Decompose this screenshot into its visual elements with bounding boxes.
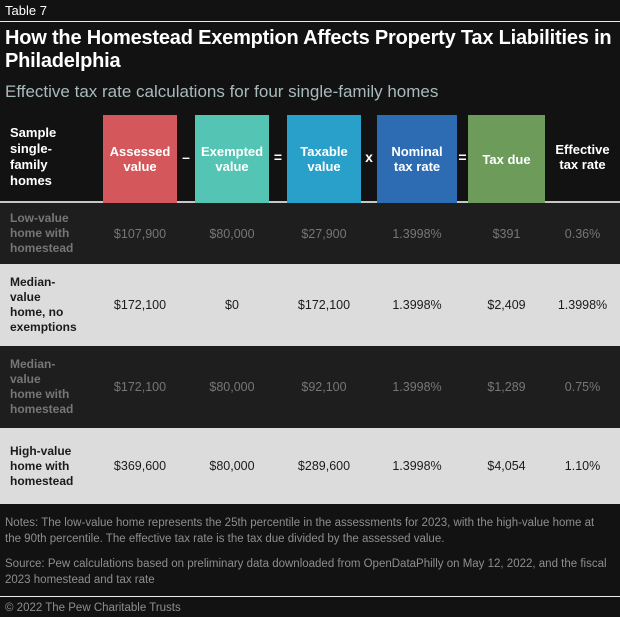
row-label: Median-value home, no exemptions bbox=[10, 275, 77, 334]
table-subtitle: Effective tax rate calculations for four single-family homes bbox=[5, 82, 439, 101]
taxable-value-cell: $289,600 bbox=[297, 459, 351, 473]
tax-due-cell: $1,289 bbox=[487, 380, 526, 394]
table-row-high-value bbox=[0, 428, 620, 504]
column-taxable-value bbox=[287, 112, 361, 203]
notes-text: Notes: The low-value home represents the 25th percentile in the assessments for 2023, with the high-value home at the 90th percentile. The effective tax rate is the tax due divided by the assessed value. bbox=[5, 517, 595, 545]
column-nominal-tax-rate bbox=[377, 112, 457, 203]
exempted-value-cell: $80,000 bbox=[209, 459, 255, 473]
row-header-label: Sample single-family homes bbox=[0, 112, 103, 203]
taxable-value-cell: $92,100 bbox=[301, 380, 347, 394]
equals-operator-2: = bbox=[457, 112, 468, 203]
effective-rate-cell: 1.10% bbox=[564, 459, 601, 473]
nominal-rate-cell: 1.3998% bbox=[392, 226, 442, 241]
assessed-value-box: Assessed value bbox=[103, 115, 177, 203]
table-row-low-value bbox=[0, 203, 620, 264]
table-title: How the Homestead Exemption Affects Property Tax Liabilities in Philadelphia bbox=[5, 27, 612, 72]
assessed-value-cell: $172,100 bbox=[113, 298, 167, 312]
column-header-row bbox=[0, 112, 620, 203]
assessed-value-cell: $107,900 bbox=[113, 226, 167, 241]
row-label: Low-value home with homestead bbox=[10, 211, 74, 255]
assessed-value-cell: $172,100 bbox=[113, 380, 167, 394]
effective-rate-cell: 0.75% bbox=[564, 380, 601, 394]
column-assessed-value bbox=[103, 112, 177, 203]
effective-rate-cell: 0.36% bbox=[564, 226, 601, 241]
nominal-rate-cell: 1.3998% bbox=[392, 459, 442, 473]
copyright-text: © 2022 The Pew Charitable Trusts bbox=[5, 602, 181, 614]
exempted-value-cell: $80,000 bbox=[209, 226, 255, 241]
column-effective-tax-rate: Effective tax rate bbox=[545, 112, 620, 203]
taxable-value-cell: $172,100 bbox=[297, 298, 351, 312]
multiply-operator: x bbox=[361, 112, 377, 203]
table-number: Table 7 bbox=[5, 3, 47, 18]
row-label: High-value home with homestead bbox=[10, 443, 74, 488]
taxable-value-box: Taxable value bbox=[287, 115, 361, 203]
column-exempted-value bbox=[195, 112, 269, 203]
minus-operator: – bbox=[177, 112, 195, 203]
nominal-tax-rate-box: Nominal tax rate bbox=[377, 115, 457, 203]
assessed-value-cell: $369,600 bbox=[113, 459, 167, 473]
column-tax-due bbox=[468, 112, 545, 203]
tax-due-cell: $391 bbox=[492, 226, 521, 241]
exempted-value-cell: $80,000 bbox=[209, 380, 255, 394]
tax-due-cell: $2,409 bbox=[487, 298, 526, 312]
figure-footer bbox=[0, 504, 620, 614]
taxable-value-cell: $27,900 bbox=[301, 226, 347, 241]
equals-operator: = bbox=[269, 112, 287, 203]
tax-due-cell: $4,054 bbox=[487, 459, 526, 473]
nominal-rate-cell: 1.3998% bbox=[392, 298, 442, 312]
source-text: Source: Pew calculations based on preliminary data downloaded from OpenDataPhilly on May 12, 2022, and the fiscal 2023 homestead and tax rate bbox=[5, 558, 607, 586]
table-row-median-homestead bbox=[0, 346, 620, 428]
exempted-value-cell: $0 bbox=[225, 298, 239, 312]
effective-rate-cell: 1.3998% bbox=[557, 298, 608, 312]
exempted-value-box: Exempted value bbox=[195, 115, 269, 203]
tax-due-box: Tax due bbox=[468, 115, 545, 203]
row-label: Median-value home with homestead bbox=[10, 357, 74, 416]
nominal-rate-cell: 1.3998% bbox=[392, 380, 442, 394]
table-row-median-no-exemptions bbox=[0, 264, 620, 346]
title-block bbox=[0, 0, 620, 112]
